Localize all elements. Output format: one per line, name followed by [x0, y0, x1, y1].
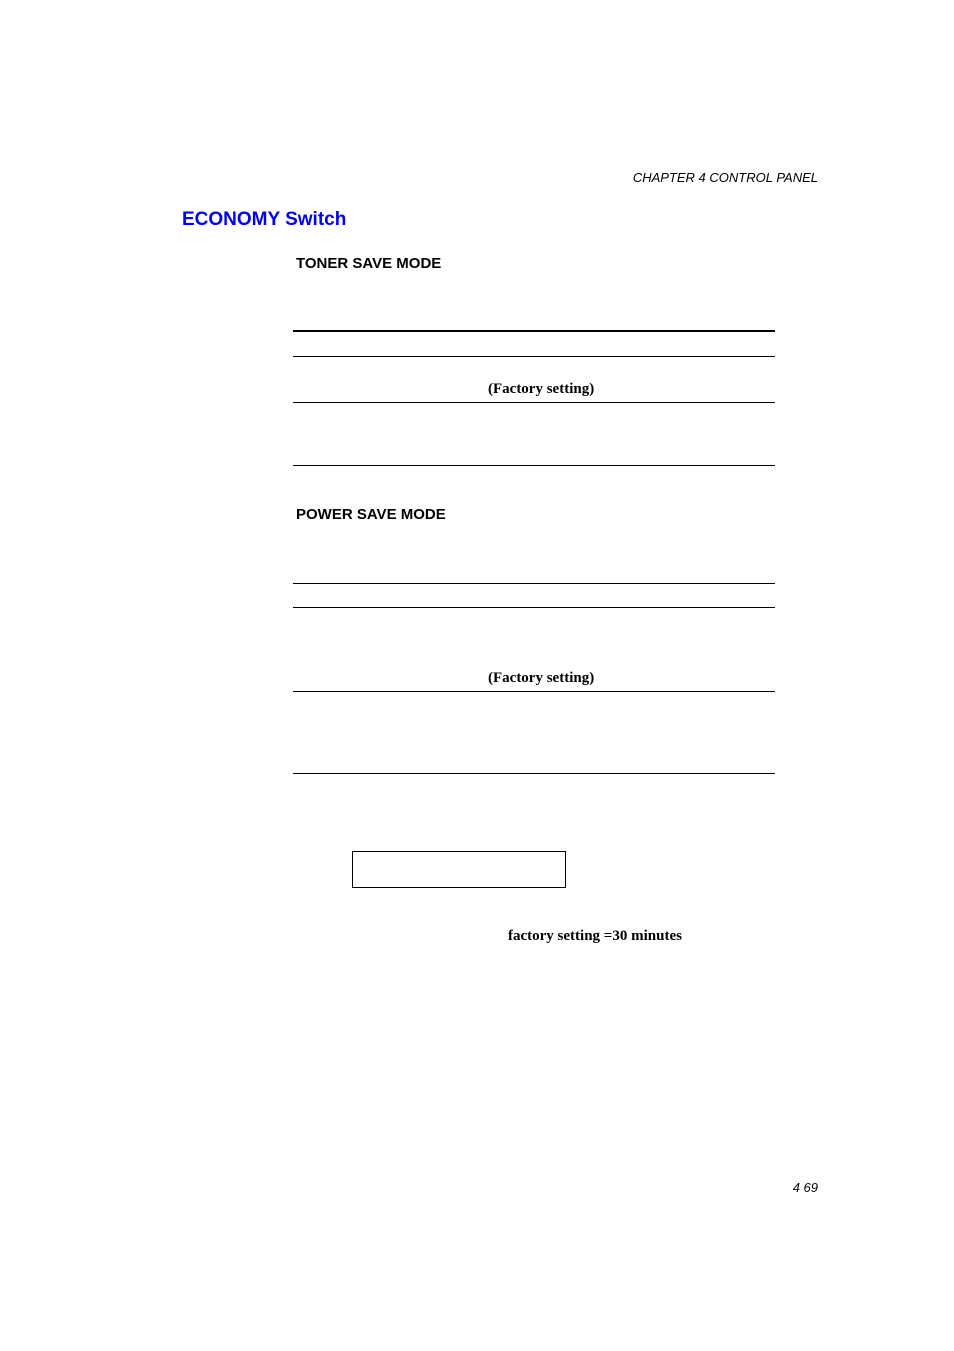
- toner-table-row-rule: [293, 402, 775, 403]
- running-header: CHAPTER 4 CONTROL PANEL: [632, 170, 818, 185]
- power-factory-setting-label: (Factory setting): [488, 670, 595, 686]
- toner-factory-setting-label: (Factory setting): [488, 381, 595, 397]
- page-number: 4 69: [792, 1180, 818, 1195]
- toner-table-bottom-rule: [293, 465, 775, 466]
- power-save-heading: POWER SAVE MODE: [296, 506, 446, 523]
- lcd-display-box: [352, 851, 566, 888]
- factory-setting-note: factory setting =30 minutes: [508, 928, 682, 944]
- section-title: ECONOMY Switch: [182, 209, 347, 230]
- toner-table-top-rule: [293, 330, 775, 332]
- toner-save-heading: TONER SAVE MODE: [296, 255, 442, 272]
- power-table-header-rule: [293, 607, 775, 608]
- power-table-top-rule: [293, 583, 775, 584]
- power-table-row-rule: [293, 691, 775, 692]
- toner-table-header-rule: [293, 356, 775, 357]
- power-table-bottom-rule: [293, 773, 775, 774]
